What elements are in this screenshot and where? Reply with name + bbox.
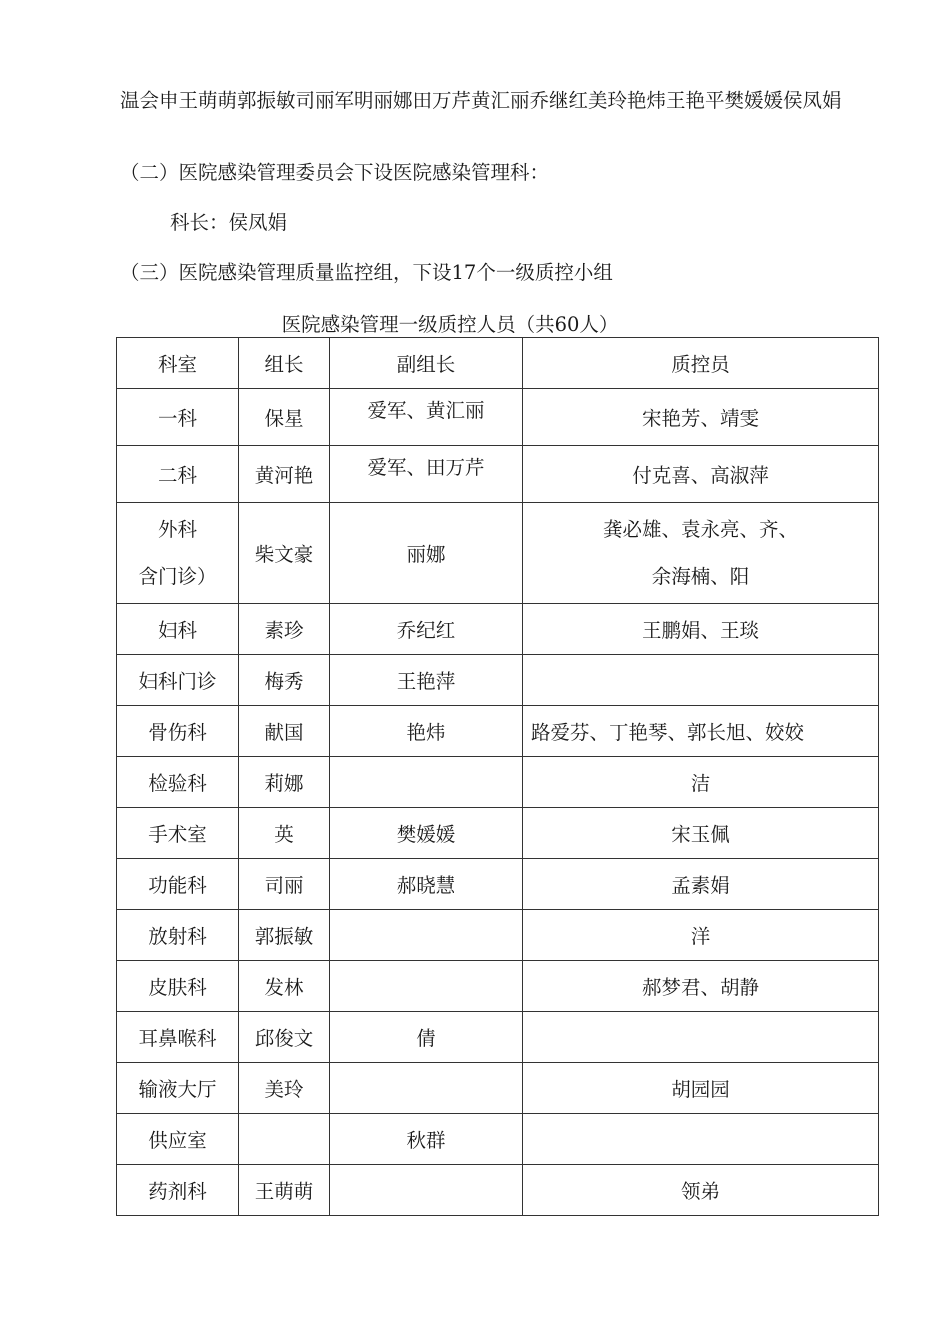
table-row bbox=[117, 604, 879, 655]
table-caption: 医院感染管理一级质控人员（共60人） bbox=[281, 313, 619, 336]
table-row bbox=[117, 910, 879, 961]
cell-inspectors: 洋 bbox=[523, 910, 879, 961]
cell-deputy: 樊媛媛 bbox=[330, 808, 523, 859]
cell-department: 检验科 bbox=[117, 757, 239, 808]
cell-deputy: 爱军、黄汇丽 bbox=[330, 389, 523, 446]
cell-inspectors bbox=[523, 1114, 879, 1165]
cell-leader bbox=[239, 1114, 330, 1165]
cell-deputy: 秋群 bbox=[330, 1114, 523, 1165]
cell-department: 药剂科 bbox=[117, 1165, 239, 1216]
cell-inspectors: 领弟 bbox=[523, 1165, 879, 1216]
header-deputy: 副组长 bbox=[330, 338, 523, 389]
table-header-row bbox=[117, 338, 879, 389]
cell-inspectors: 胡园园 bbox=[523, 1063, 879, 1114]
table-row bbox=[117, 446, 879, 503]
cell-deputy: 郝晓慧 bbox=[330, 859, 523, 910]
members-paragraph: 温会申王萌萌郭振敏司丽军明丽娜田万芹黄汇丽乔继红美玲艳炜王艳平樊媛媛侯凤娟 bbox=[120, 89, 842, 112]
cell-department: 放射科 bbox=[117, 910, 239, 961]
header-inspectors: 质控员 bbox=[523, 338, 879, 389]
table-row bbox=[117, 1063, 879, 1114]
cell-department: 皮肤科 bbox=[117, 961, 239, 1012]
cell-leader: 莉娜 bbox=[239, 757, 330, 808]
section-2-heading: （二）医院感染管理委员会下设医院感染管理科： bbox=[120, 161, 550, 184]
cell-department: 骨伤科 bbox=[117, 706, 239, 757]
cell-department: 功能科 bbox=[117, 859, 239, 910]
table-row bbox=[117, 389, 879, 446]
table-row bbox=[117, 1012, 879, 1063]
cell-leader: 司丽 bbox=[239, 859, 330, 910]
table-row bbox=[117, 655, 879, 706]
cell-inspectors: 郝梦君、胡静 bbox=[523, 961, 879, 1012]
cell-inspectors: 宋玉佩 bbox=[523, 808, 879, 859]
cell-inspectors: 路爱芬、丁艳琴、郭长旭、姣姣 bbox=[523, 706, 879, 757]
cell-department: 妇科门诊 bbox=[117, 655, 239, 706]
cell-inspectors: 洁 bbox=[523, 757, 879, 808]
cell-leader: 梅秀 bbox=[239, 655, 330, 706]
header-leader: 组长 bbox=[239, 338, 330, 389]
table-row bbox=[117, 961, 879, 1012]
cell-inspectors: 孟素娟 bbox=[523, 859, 879, 910]
cell-deputy bbox=[330, 910, 523, 961]
cell-department: 输液大厅 bbox=[117, 1063, 239, 1114]
cell-leader: 献国 bbox=[239, 706, 330, 757]
cell-deputy: 艳炜 bbox=[330, 706, 523, 757]
cell-department: 妇科 bbox=[117, 604, 239, 655]
cell-leader: 发林 bbox=[239, 961, 330, 1012]
table-row bbox=[117, 503, 879, 604]
cell-deputy bbox=[330, 757, 523, 808]
cell-deputy bbox=[330, 961, 523, 1012]
cell-leader: 柴文豪 bbox=[239, 503, 330, 604]
cell-leader: 保星 bbox=[239, 389, 330, 446]
cell-deputy: 丽娜 bbox=[330, 503, 523, 604]
cell-leader: 邱俊文 bbox=[239, 1012, 330, 1063]
cell-department: 手术室 bbox=[117, 808, 239, 859]
table-row bbox=[117, 859, 879, 910]
cell-leader: 王萌萌 bbox=[239, 1165, 330, 1216]
cell-leader: 黄河艳 bbox=[239, 446, 330, 503]
table-row bbox=[117, 1114, 879, 1165]
cell-inspectors: 宋艳芳、靖雯 bbox=[523, 389, 879, 446]
cell-deputy: 王艳萍 bbox=[330, 655, 523, 706]
table-body bbox=[117, 389, 879, 1216]
table-row bbox=[117, 1165, 879, 1216]
cell-deputy: 爱军、田万芹 bbox=[330, 446, 523, 503]
cell-inspectors bbox=[523, 1012, 879, 1063]
cell-inspectors bbox=[523, 655, 879, 706]
section-chief-line: 科长：侯凤娟 bbox=[170, 211, 288, 234]
qc-staff-table bbox=[116, 337, 879, 1216]
cell-line: 余海楠、阳 bbox=[651, 565, 750, 588]
cell-leader: 英 bbox=[239, 808, 330, 859]
cell-inspectors: 付克喜、高淑萍 bbox=[523, 446, 879, 503]
cell-department: 一科 bbox=[117, 389, 239, 446]
cell-department bbox=[117, 503, 239, 604]
table-row bbox=[117, 757, 879, 808]
cell-department: 供应室 bbox=[117, 1114, 239, 1165]
cell-leader: 素珍 bbox=[239, 604, 330, 655]
cell-leader: 郭振敏 bbox=[239, 910, 330, 961]
cell-deputy: 倩 bbox=[330, 1012, 523, 1063]
cell-department: 二科 bbox=[117, 446, 239, 503]
cell-line: 龚必雄、袁永亮、齐、 bbox=[602, 518, 798, 541]
cell-deputy bbox=[330, 1063, 523, 1114]
cell-department: 耳鼻喉科 bbox=[117, 1012, 239, 1063]
cell-deputy bbox=[330, 1165, 523, 1216]
header-department: 科室 bbox=[117, 338, 239, 389]
table-row bbox=[117, 808, 879, 859]
cell-leader: 美玲 bbox=[239, 1063, 330, 1114]
table-row bbox=[117, 706, 879, 757]
cell-line: 含门诊） bbox=[138, 565, 217, 588]
section-3-heading: （三）医院感染管理质量监控组，下设17个一级质控小组 bbox=[120, 261, 613, 284]
cell-line: 外科 bbox=[157, 518, 197, 541]
cell-inspectors: 王鹏娟、王琰 bbox=[523, 604, 879, 655]
cell-inspectors bbox=[523, 503, 879, 604]
cell-deputy: 乔纪红 bbox=[330, 604, 523, 655]
